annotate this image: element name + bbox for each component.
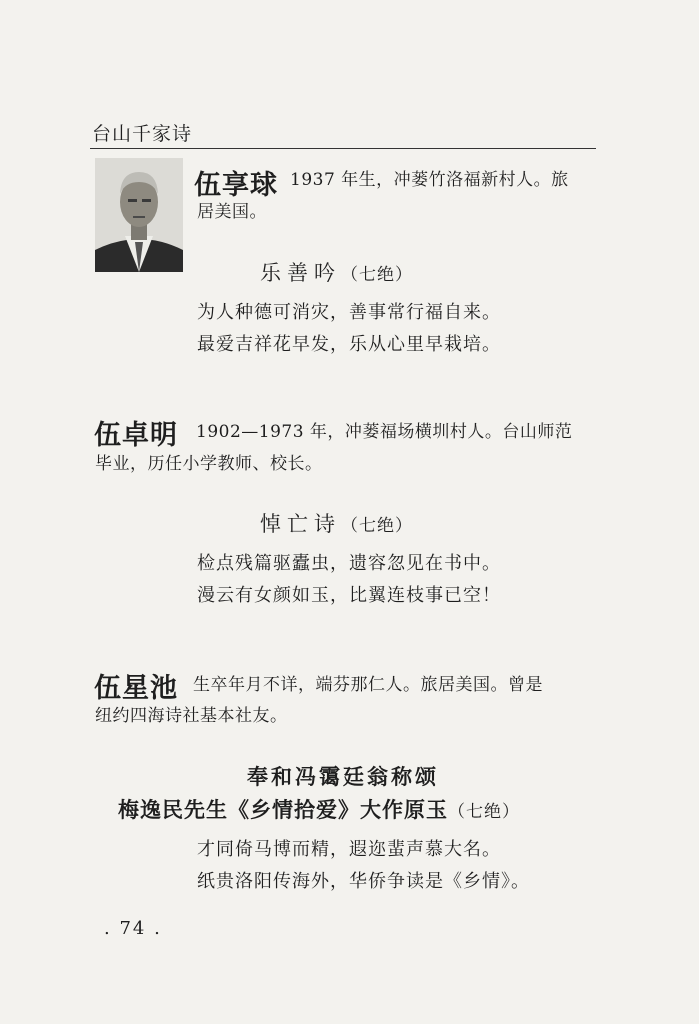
- poem-title-text: 悼亡诗: [260, 512, 341, 536]
- poem-title: [260, 257, 413, 287]
- poem-title-text: 乐善吟: [260, 261, 341, 285]
- poem-verse: 纸贵洛阳传海外，华侨争读是《乡情》。: [197, 871, 530, 892]
- poem-title-line: 奉和冯霭廷翁称颂: [247, 765, 439, 789]
- poem-title: [260, 508, 413, 538]
- poet-bio-line: 1902—1973 年，冲蒌福场横圳村人。台山师范: [196, 422, 573, 442]
- poet-name: 伍卓明: [94, 420, 178, 451]
- poem-title-line: [118, 794, 520, 824]
- poet-bio-line: 生卒年月不详，端芬那仁人。旅居美国。曾是: [193, 675, 543, 695]
- poet-name: 伍星池: [94, 673, 178, 704]
- running-head: 台山千家诗: [92, 123, 193, 145]
- poem-title-text: 梅逸民先生《乡情拾爱》大作原玉: [118, 798, 448, 822]
- poem-verse: 漫云有女颜如玉，比翼连枝事已空！: [197, 585, 501, 606]
- poet-name: 伍享球: [194, 170, 278, 201]
- poem-verse: 为人种德可消灾，善事常行福自来。: [197, 302, 501, 323]
- poet-bio-line: 居美国。: [197, 202, 267, 222]
- header-rule: [90, 148, 596, 149]
- poet-bio-line: 纽约四海诗社基本社友。: [95, 706, 288, 726]
- poem-form: （七绝）: [341, 265, 413, 285]
- page-number: . 74 .: [104, 918, 162, 939]
- poem-verse: 检点残篇驱蠹虫，遗容忽见在书中。: [197, 553, 501, 574]
- poem-form: （七绝）: [448, 802, 520, 822]
- poet-bio-line: 1937 年生，冲蒌竹洛福新村人。旅: [290, 170, 569, 190]
- poet-bio-line: 毕业，历任小学教师、校长。: [95, 454, 323, 474]
- poem-form: （七绝）: [341, 516, 413, 536]
- author-portrait-photo: [95, 158, 183, 272]
- poem-verse: 才同倚马博而精，遐迩蜚声慕大名。: [197, 839, 501, 860]
- poem-verse: 最爱吉祥花早发，乐从心里早栽培。: [197, 334, 501, 355]
